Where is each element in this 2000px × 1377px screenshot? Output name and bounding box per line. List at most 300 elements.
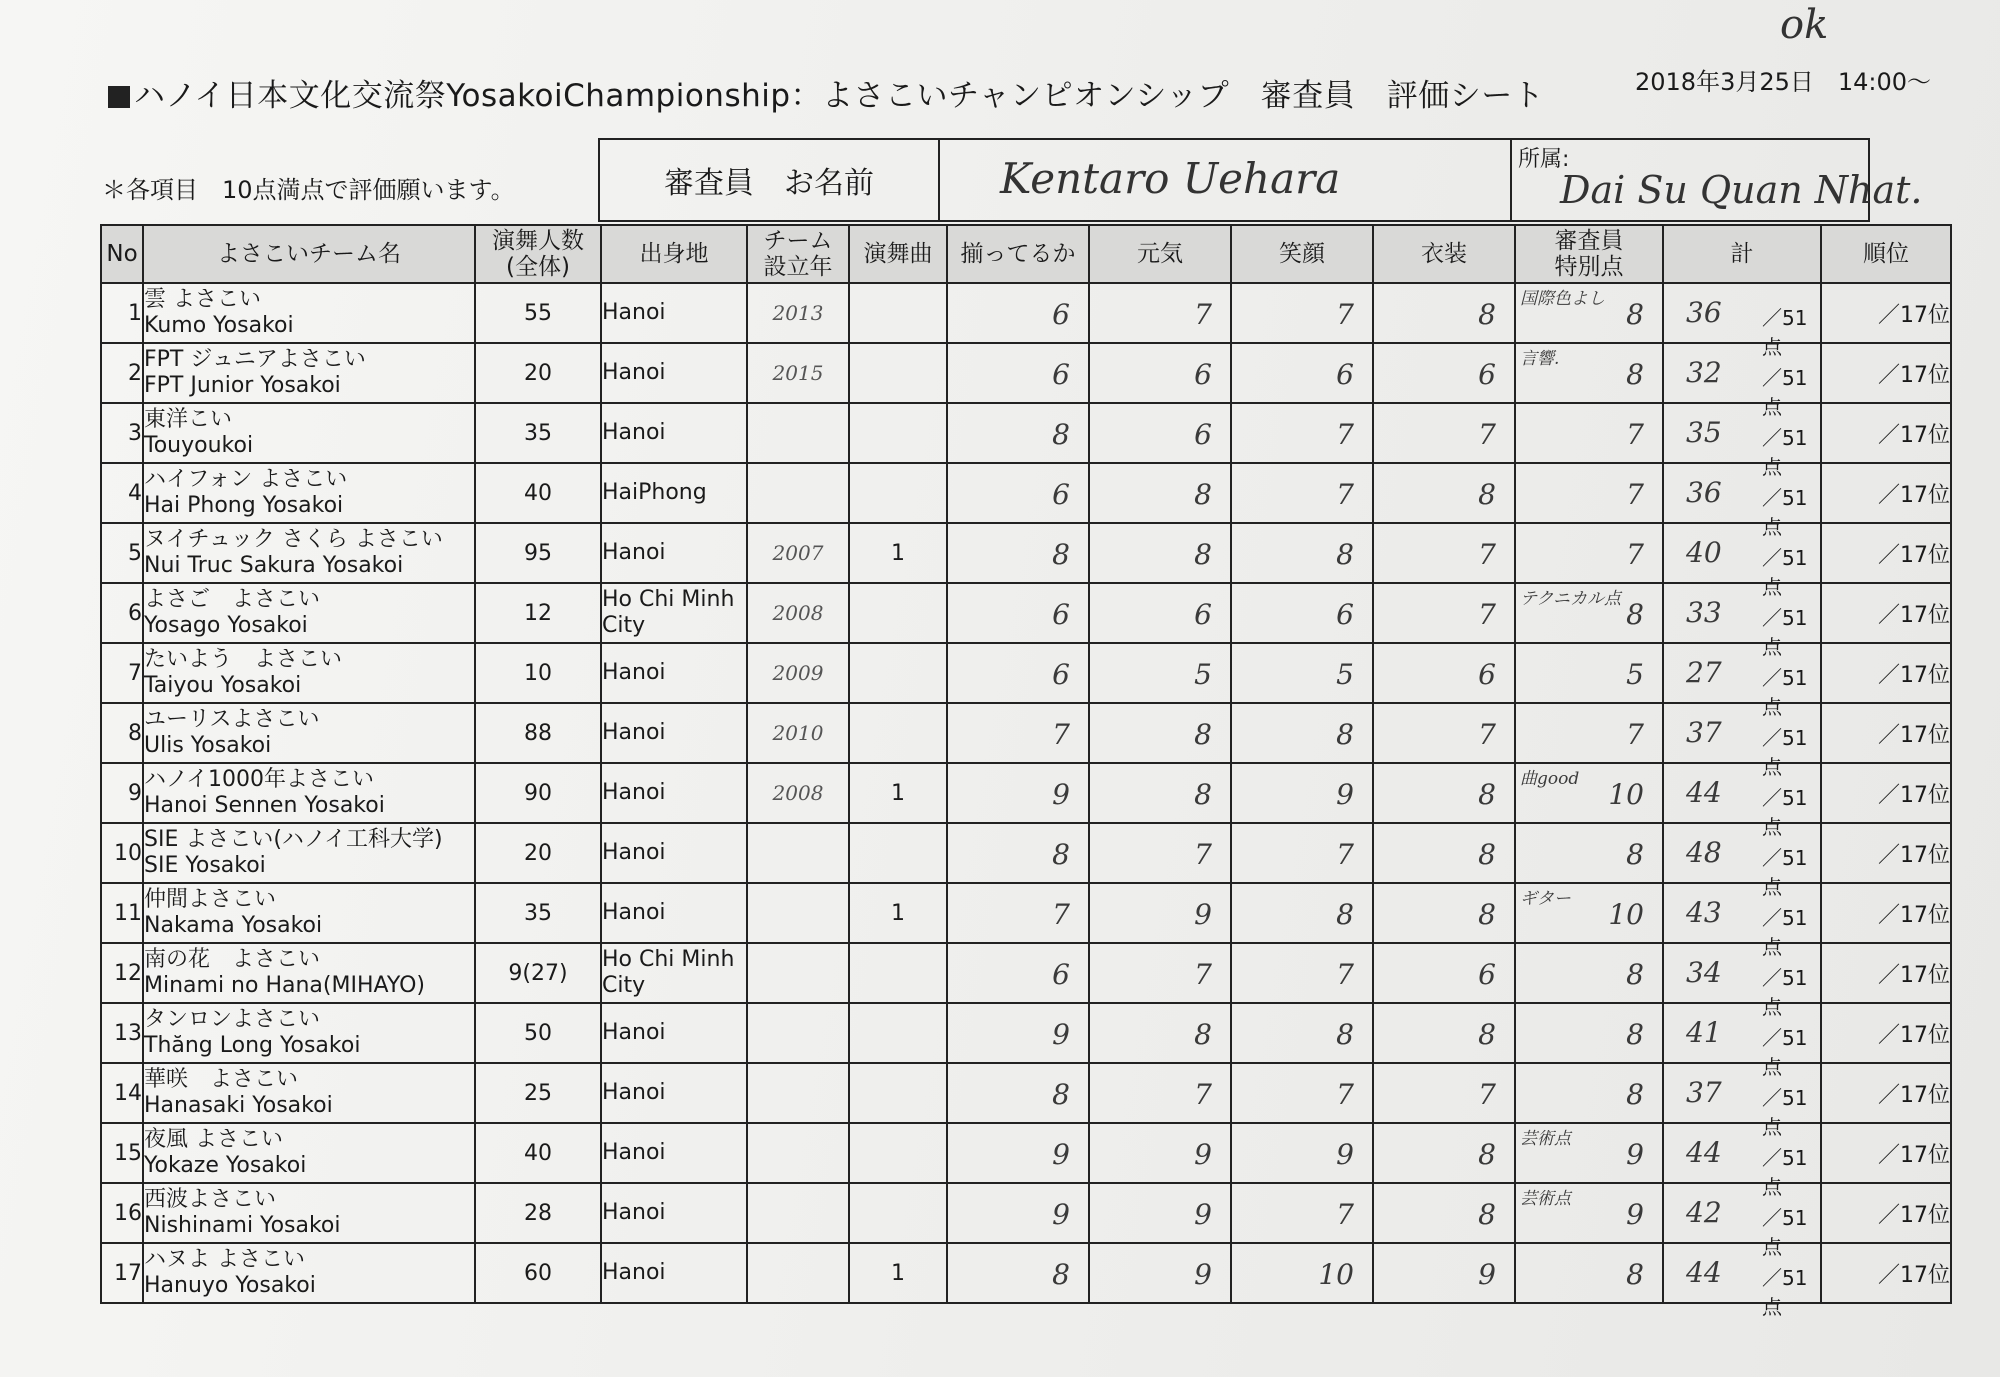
team-name-cell	[143, 403, 475, 463]
founded-year: 2015	[772, 360, 824, 385]
judge-initials: ok	[1780, 2, 1829, 48]
rank-cell[interactable]: ／17位	[1821, 583, 1951, 643]
sync-score-cell[interactable]	[947, 643, 1089, 703]
costume-score: 9	[1478, 1258, 1496, 1291]
special-score: 8	[1626, 358, 1644, 391]
smile-score-cell[interactable]	[1231, 1243, 1373, 1303]
energy-score-cell[interactable]	[1089, 343, 1231, 403]
energy-score-cell[interactable]	[1089, 1183, 1231, 1243]
rank-cell[interactable]: ／17位	[1821, 823, 1951, 883]
special-score-cell[interactable]	[1515, 583, 1663, 643]
smile-score-cell[interactable]	[1231, 403, 1373, 463]
energy-score-cell[interactable]	[1089, 643, 1231, 703]
energy-score-cell[interactable]	[1089, 283, 1231, 343]
rank-cell[interactable]: ／17位	[1821, 1183, 1951, 1243]
energy-score: 7	[1194, 1078, 1212, 1111]
smile-score: 8	[1336, 538, 1354, 571]
sync-score-cell[interactable]	[947, 823, 1089, 883]
special-score: 8	[1626, 598, 1644, 631]
song-cell	[849, 403, 947, 463]
total-score: 41	[1686, 1016, 1722, 1049]
total-score: 32	[1686, 356, 1722, 389]
people-cell: 40	[475, 463, 601, 523]
total-suffix: ／51点	[1762, 1086, 1808, 1139]
special-score-cell[interactable]	[1515, 1123, 1663, 1183]
smile-score-cell[interactable]	[1231, 943, 1373, 1003]
total-suffix: ／51点	[1762, 846, 1808, 899]
total-score: 34	[1686, 956, 1722, 989]
event-date: 2018年3月25日 14:00～	[1635, 68, 1932, 96]
sync-score: 6	[1052, 598, 1070, 631]
founded-year-cell	[747, 643, 849, 703]
sync-score: 6	[1052, 478, 1070, 511]
smile-score-cell[interactable]	[1231, 343, 1373, 403]
total-score: 42	[1686, 1196, 1722, 1229]
special-score-cell[interactable]	[1515, 823, 1663, 883]
smile-score: 7	[1336, 418, 1354, 451]
smile-score-cell[interactable]	[1231, 463, 1373, 523]
song-cell: 1	[849, 763, 947, 823]
special-score-cell[interactable]	[1515, 283, 1663, 343]
energy-score-cell[interactable]	[1089, 883, 1231, 943]
founded-year-cell	[747, 583, 849, 643]
founded-year: 2013	[772, 300, 824, 325]
founded-year-cell	[747, 883, 849, 943]
total-score: 44	[1686, 1256, 1722, 1289]
costume-score-cell[interactable]	[1373, 823, 1515, 883]
energy-score-cell[interactable]	[1089, 943, 1231, 1003]
col-people: 演舞人数 (全体)	[475, 225, 601, 283]
total-suffix: ／51点	[1762, 786, 1808, 839]
origin-cell: Hanoi	[601, 703, 747, 763]
sync-score: 7	[1052, 718, 1070, 751]
total-suffix: ／51点	[1762, 1266, 1808, 1319]
col-special: 審査員 特別点	[1515, 225, 1663, 283]
energy-score: 8	[1194, 538, 1212, 571]
team-name-cell	[143, 883, 475, 943]
table-row	[101, 583, 1951, 643]
energy-score-cell[interactable]	[1089, 1123, 1231, 1183]
special-score: 10	[1608, 898, 1644, 931]
judge-name-field[interactable]	[940, 138, 1510, 222]
costume-score-cell[interactable]	[1373, 1063, 1515, 1123]
special-score-cell[interactable]	[1515, 1003, 1663, 1063]
special-note: 言響.	[1520, 349, 1560, 369]
song-cell	[849, 283, 947, 343]
sync-score-cell[interactable]	[947, 943, 1089, 1003]
col-energy: 元気	[1089, 225, 1231, 283]
team-name-cell	[143, 463, 475, 523]
col-team: よさこいチーム名	[143, 225, 475, 283]
energy-score-cell[interactable]	[1089, 823, 1231, 883]
team-name-ja: FPT ジュニアよさこい	[144, 347, 366, 372]
energy-score: 8	[1194, 1018, 1212, 1051]
rank-cell[interactable]: ／17位	[1821, 1063, 1951, 1123]
smile-score-cell[interactable]	[1231, 643, 1373, 703]
costume-score-cell[interactable]	[1373, 403, 1515, 463]
sync-score: 7	[1052, 898, 1070, 931]
rank-cell[interactable]: ／17位	[1821, 1003, 1951, 1063]
special-note: 芸術点	[1520, 1129, 1571, 1149]
costume-score-cell[interactable]	[1373, 883, 1515, 943]
smile-score: 6	[1336, 358, 1354, 391]
energy-score: 6	[1194, 418, 1212, 451]
team-name-ja: 華咲 よさこい	[144, 1067, 299, 1092]
sync-score-cell[interactable]	[947, 1183, 1089, 1243]
special-score: 8	[1626, 1018, 1644, 1051]
row-number: 7	[101, 643, 143, 703]
rank-cell[interactable]: ／17位	[1821, 883, 1951, 943]
col-song: 演舞曲	[849, 225, 947, 283]
team-name-cell	[143, 1183, 475, 1243]
song-cell	[849, 1003, 947, 1063]
energy-score: 5	[1194, 658, 1212, 691]
smile-score-cell[interactable]	[1231, 763, 1373, 823]
team-name-en: Nakama Yosakoi	[144, 913, 323, 938]
total-score-cell[interactable]	[1663, 583, 1821, 659]
sync-score-cell[interactable]	[947, 403, 1089, 463]
origin-cell: Hanoi	[601, 403, 747, 463]
costume-score-cell[interactable]	[1373, 1183, 1515, 1243]
song-cell	[849, 583, 947, 643]
founded-year: 2007	[772, 540, 824, 565]
smile-score: 7	[1336, 838, 1354, 871]
total-score-cell[interactable]	[1663, 523, 1821, 599]
energy-score-cell[interactable]	[1089, 1003, 1231, 1063]
total-score-cell[interactable]	[1663, 703, 1821, 779]
sync-score: 6	[1052, 358, 1070, 391]
costume-score: 6	[1478, 358, 1496, 391]
total-suffix: ／51点	[1762, 546, 1808, 599]
special-score-cell[interactable]	[1515, 343, 1663, 403]
row-number: 2	[101, 343, 143, 403]
people-cell: 20	[475, 343, 601, 403]
special-note: テクニカル点	[1520, 589, 1621, 609]
team-name-cell	[143, 763, 475, 823]
smile-score-cell[interactable]	[1231, 883, 1373, 943]
total-score: 44	[1686, 1136, 1722, 1169]
team-name-ja: ハイフォン よさこい	[144, 467, 348, 492]
smile-score: 5	[1336, 658, 1354, 691]
rank-cell[interactable]: ／17位	[1821, 763, 1951, 823]
special-score-cell[interactable]	[1515, 463, 1663, 523]
people-cell: 25	[475, 1063, 601, 1123]
team-name-ja: ハノイ1000年よさこい	[144, 767, 375, 792]
team-name-ja: 南の花 よさこい	[144, 947, 321, 972]
costume-score-cell[interactable]	[1373, 943, 1515, 1003]
smile-score-cell[interactable]	[1231, 283, 1373, 343]
total-suffix: ／51点	[1762, 366, 1808, 419]
special-score: 8	[1626, 958, 1644, 991]
costume-score: 7	[1478, 1078, 1496, 1111]
smile-score: 7	[1336, 1078, 1354, 1111]
total-score-cell[interactable]	[1663, 1063, 1821, 1139]
special-score: 7	[1626, 418, 1644, 451]
team-name-en: Hai Phong Yosakoi	[144, 493, 344, 518]
sync-score: 6	[1052, 958, 1070, 991]
sync-score: 9	[1052, 1138, 1070, 1171]
founded-year: 2010	[772, 720, 824, 745]
total-suffix: ／51点	[1762, 726, 1808, 779]
row-number: 8	[101, 703, 143, 763]
sync-score-cell[interactable]	[947, 463, 1089, 523]
team-name-ja: 夜風 よさこい	[144, 1127, 283, 1152]
total-score-cell[interactable]	[1663, 943, 1821, 1019]
song-cell	[849, 1123, 947, 1183]
sync-score-cell[interactable]	[947, 1063, 1089, 1123]
smile-score-cell[interactable]	[1231, 703, 1373, 763]
smile-score-cell[interactable]	[1231, 823, 1373, 883]
origin-cell: Hanoi	[601, 1003, 747, 1063]
energy-score: 8	[1194, 478, 1212, 511]
smile-score: 10	[1318, 1258, 1354, 1291]
sync-score: 8	[1052, 1258, 1070, 1291]
table-row	[101, 1063, 1951, 1123]
total-score-cell[interactable]	[1663, 763, 1821, 839]
total-suffix: ／51点	[1762, 306, 1808, 359]
costume-score: 8	[1478, 1138, 1496, 1171]
founded-year: 2008	[772, 780, 824, 805]
special-score-cell[interactable]	[1515, 1243, 1663, 1303]
sync-score: 9	[1052, 1198, 1070, 1231]
total-score: 43	[1686, 896, 1722, 929]
people-cell: 35	[475, 403, 601, 463]
team-name-en: FPT Junior Yosakoi	[144, 373, 341, 398]
affiliation-value: Dai Su Quan Nhat.	[1560, 168, 1923, 212]
costume-score-cell[interactable]	[1373, 463, 1515, 523]
song-cell	[849, 1183, 947, 1243]
costume-score: 8	[1478, 1018, 1496, 1051]
header-row	[101, 225, 1951, 283]
team-name-en: Touyoukoi	[144, 433, 254, 458]
sync-score-cell[interactable]	[947, 343, 1089, 403]
rank-cell[interactable]: ／17位	[1821, 703, 1951, 763]
founded-year-cell	[747, 343, 849, 403]
energy-score: 9	[1194, 1258, 1212, 1291]
sheet-title-text: ハノイ日本文化交流祭YosakoiChampionship：よさこいチャンピオンシップ 審査員 評価シート	[134, 78, 1545, 114]
judge-name-value: Kentaro Uehara	[1000, 154, 1341, 203]
total-score-cell[interactable]	[1663, 283, 1821, 359]
rank-cell[interactable]: ／17位	[1821, 283, 1951, 343]
team-name-cell	[143, 1123, 475, 1183]
total-score: 40	[1686, 536, 1722, 569]
costume-score-cell[interactable]	[1373, 643, 1515, 703]
smile-score-cell[interactable]	[1231, 1123, 1373, 1183]
special-score-cell[interactable]	[1515, 643, 1663, 703]
special-score: 7	[1626, 538, 1644, 571]
people-cell: 35	[475, 883, 601, 943]
total-suffix: ／51点	[1762, 426, 1808, 479]
rank-cell[interactable]: ／17位	[1821, 943, 1951, 1003]
total-score-cell[interactable]	[1663, 883, 1821, 959]
costume-score-cell[interactable]	[1373, 283, 1515, 343]
song-cell: 1	[849, 1243, 947, 1303]
energy-score-cell[interactable]	[1089, 1243, 1231, 1303]
costume-score: 7	[1478, 718, 1496, 751]
total-score-cell[interactable]	[1663, 823, 1821, 899]
sync-score-cell[interactable]	[947, 523, 1089, 583]
costume-score: 7	[1478, 538, 1496, 571]
special-score-cell[interactable]	[1515, 403, 1663, 463]
sync-score-cell[interactable]	[947, 283, 1089, 343]
row-number: 14	[101, 1063, 143, 1123]
total-score: 37	[1686, 716, 1722, 749]
people-cell: 12	[475, 583, 601, 643]
origin-cell: Hanoi	[601, 643, 747, 703]
total-score-cell[interactable]	[1663, 403, 1821, 479]
total-suffix: ／51点	[1762, 606, 1808, 659]
energy-score: 7	[1194, 298, 1212, 331]
costume-score: 6	[1478, 658, 1496, 691]
row-number: 9	[101, 763, 143, 823]
sync-score: 8	[1052, 838, 1070, 871]
team-name-cell	[143, 283, 475, 343]
team-name-cell	[143, 703, 475, 763]
special-score-cell[interactable]	[1515, 763, 1663, 823]
sync-score: 6	[1052, 298, 1070, 331]
smile-score: 8	[1336, 898, 1354, 931]
costume-score-cell[interactable]	[1373, 523, 1515, 583]
special-score-cell[interactable]	[1515, 523, 1663, 583]
rank-cell[interactable]: ／17位	[1821, 1243, 1951, 1303]
team-name-en: Kumo Yosakoi	[144, 313, 294, 338]
energy-score-cell[interactable]	[1089, 763, 1231, 823]
special-score-cell[interactable]	[1515, 883, 1663, 943]
rank-cell[interactable]: ／17位	[1821, 343, 1951, 403]
energy-score-cell[interactable]	[1089, 403, 1231, 463]
energy-score-cell[interactable]	[1089, 583, 1231, 643]
rank-cell[interactable]: ／17位	[1821, 403, 1951, 463]
affiliation-field[interactable]	[1510, 138, 1923, 222]
total-suffix: ／51点	[1762, 1206, 1808, 1259]
row-number: 16	[101, 1183, 143, 1243]
total-suffix: ／51点	[1762, 966, 1808, 1019]
energy-score-cell[interactable]	[1089, 523, 1231, 583]
costume-score-cell[interactable]	[1373, 703, 1515, 763]
team-name-ja: ヌイチュック さくら よさこい	[144, 527, 443, 552]
total-suffix: ／51点	[1762, 666, 1808, 719]
team-name-en: Nishinami Yosakoi	[144, 1213, 341, 1238]
total-score-cell[interactable]	[1663, 1243, 1821, 1319]
rank-cell[interactable]: ／17位	[1821, 463, 1951, 523]
special-note: 芸術点	[1520, 1189, 1571, 1209]
sync-score-cell[interactable]	[947, 1123, 1089, 1183]
sync-score-cell[interactable]	[947, 1003, 1089, 1063]
total-score-cell[interactable]	[1663, 643, 1821, 719]
song-cell	[849, 823, 947, 883]
col-founded: チーム 設立年	[747, 225, 849, 283]
costume-score: 8	[1478, 838, 1496, 871]
col-rank: 順位	[1821, 225, 1951, 283]
costume-score-cell[interactable]	[1373, 1123, 1515, 1183]
special-score-cell[interactable]	[1515, 1183, 1663, 1243]
total-suffix: ／51点	[1762, 906, 1808, 959]
table-row	[101, 1123, 1951, 1183]
costume-score: 8	[1478, 898, 1496, 931]
row-number: 12	[101, 943, 143, 1003]
founded-year-cell	[747, 763, 849, 823]
sync-score-cell[interactable]	[947, 763, 1089, 823]
special-score-cell[interactable]	[1515, 943, 1663, 1003]
table-row	[101, 403, 1951, 463]
energy-score-cell[interactable]	[1089, 1063, 1231, 1123]
special-score: 10	[1608, 778, 1644, 811]
team-name-ja: よさご よさこい	[144, 587, 321, 612]
smile-score-cell[interactable]	[1231, 583, 1373, 643]
special-score-cell[interactable]	[1515, 1063, 1663, 1123]
sync-score-cell[interactable]	[947, 703, 1089, 763]
founded-year-cell	[747, 403, 849, 463]
origin-cell: Hanoi	[601, 883, 747, 943]
smile-score-cell[interactable]	[1231, 1003, 1373, 1063]
costume-score: 6	[1478, 958, 1496, 991]
special-note: 国際色よし	[1520, 289, 1605, 309]
team-name-cell	[143, 1063, 475, 1123]
table-row	[101, 1003, 1951, 1063]
people-cell: 50	[475, 1003, 601, 1063]
people-cell: 10	[475, 643, 601, 703]
costume-score-cell[interactable]	[1373, 343, 1515, 403]
team-name-en: Ulis Yosakoi	[144, 733, 272, 758]
rank-cell[interactable]: ／17位	[1821, 643, 1951, 703]
costume-score: 8	[1478, 778, 1496, 811]
costume-score: 8	[1478, 478, 1496, 511]
costume-score-cell[interactable]	[1373, 1243, 1515, 1303]
total-score-cell[interactable]	[1663, 463, 1821, 539]
people-cell: 40	[475, 1123, 601, 1183]
sync-score-cell[interactable]	[947, 1243, 1089, 1303]
founded-year-cell	[747, 463, 849, 523]
col-total: 計	[1663, 225, 1821, 283]
smile-score-cell[interactable]	[1231, 1063, 1373, 1123]
sync-score-cell[interactable]	[947, 583, 1089, 643]
origin-cell: Hanoi	[601, 1063, 747, 1123]
smile-score-cell[interactable]	[1231, 523, 1373, 583]
row-number: 5	[101, 523, 143, 583]
song-cell	[849, 703, 947, 763]
founded-year-cell	[747, 1243, 849, 1303]
founded-year-cell	[747, 1003, 849, 1063]
sheet-title	[108, 70, 1544, 115]
row-number: 4	[101, 463, 143, 523]
energy-score: 9	[1194, 1138, 1212, 1171]
smile-score: 8	[1336, 718, 1354, 751]
total-score-cell[interactable]	[1663, 1123, 1821, 1199]
rank-cell[interactable]: ／17位	[1821, 523, 1951, 583]
team-name-ja: SIE よさこい(ハノイ工科大学)	[144, 827, 443, 852]
total-score-cell[interactable]	[1663, 1183, 1821, 1259]
special-score-cell[interactable]	[1515, 703, 1663, 763]
total-score-cell[interactable]	[1663, 1003, 1821, 1079]
team-name-ja: タンロンよさこい	[144, 1007, 321, 1032]
rank-cell[interactable]: ／17位	[1821, 1123, 1951, 1183]
team-name-en: SIE Yosakoi	[144, 853, 266, 878]
costume-score-cell[interactable]	[1373, 763, 1515, 823]
team-name-en: Yokaze Yosakoi	[144, 1153, 307, 1178]
costume-score-cell[interactable]	[1373, 583, 1515, 643]
total-score-cell[interactable]	[1663, 343, 1821, 419]
costume-score-cell[interactable]	[1373, 1003, 1515, 1063]
sync-score: 8	[1052, 538, 1070, 571]
sync-score-cell[interactable]	[947, 883, 1089, 943]
team-name-en: Thăng Long Yosakoi	[144, 1033, 361, 1058]
energy-score-cell[interactable]	[1089, 463, 1231, 523]
origin-cell: Ho Chi Minh City	[601, 583, 747, 643]
sync-score: 9	[1052, 1018, 1070, 1051]
energy-score-cell[interactable]	[1089, 703, 1231, 763]
team-name-ja: ユーリスよさこい	[144, 707, 320, 732]
smile-score-cell[interactable]	[1231, 1183, 1373, 1243]
